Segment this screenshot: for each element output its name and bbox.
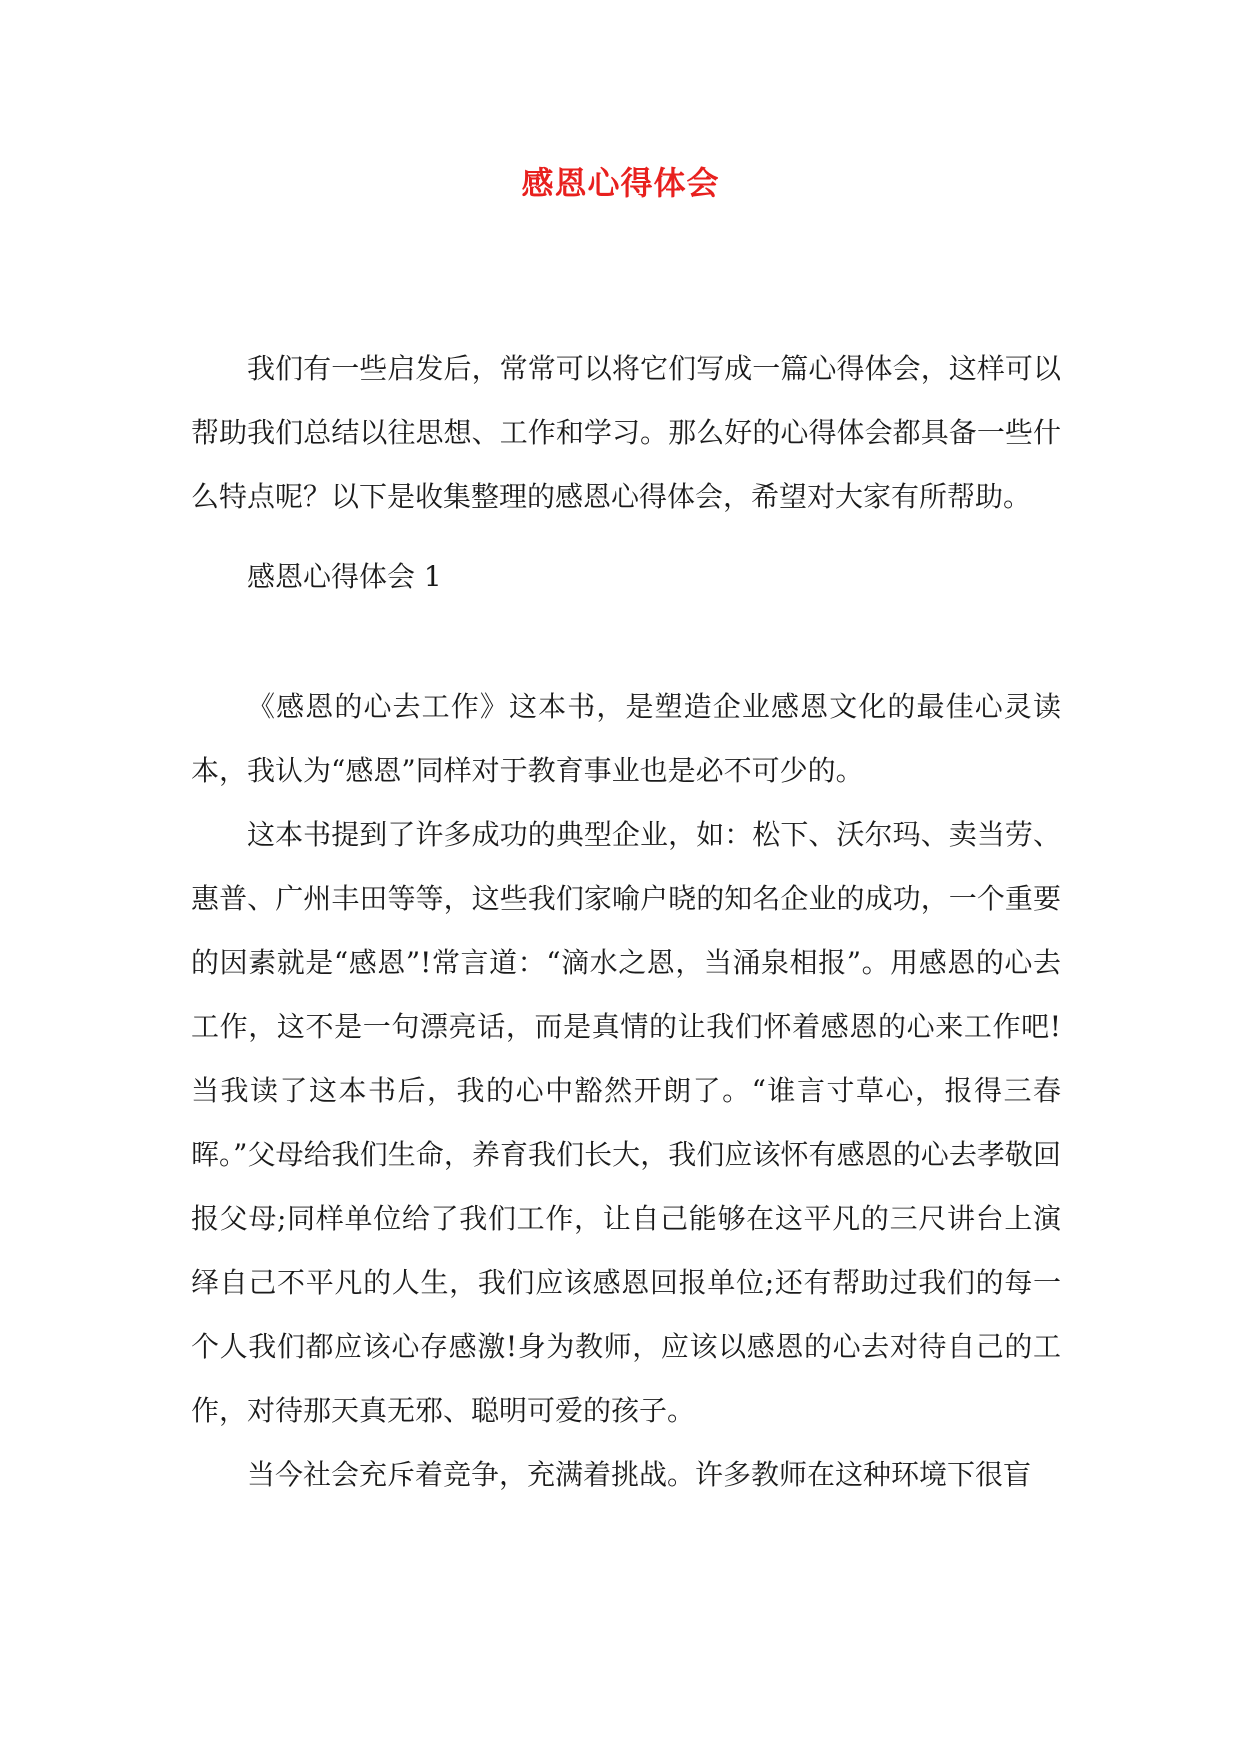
paragraph-2: 这本书提到了许多成功的典型企业，如：松下、沃尔玛、卖当劳、惠普、广州丰田等等，这些我们家喻户晓的知名企业的成功，一个重要的因素就是“感恩”!常言道：“滴水之恩，当涌泉相报”。用感恩的心去工作，这不是一句漂亮话，而是真情的让我们怀着感恩的心来工作吧!当我读了这本书后，我的心中豁然开朗了。“谁言寸草心，报得三春晖。”父母给我们生命，养育我们长大，我们应该怀有感恩的心去孝敬回报父母;同样单位给了我们工作，让自己能够在这平凡的三尺讲台上演绎自己不平凡的人生，我们应该感恩回报单位;还有帮助过我们的每一个人我们都应该心存感激!身为教师，应该以感恩的心去对待自己的工作，对待那天真无邪、聪明可爱的孩子。 [191,818,1061,1427]
document-title: 感恩心得体会 [521,164,720,202]
section-heading: 感恩心得体会 1 [247,560,442,593]
paragraph-3: 当今社会充斥着竞争，充满着挑战。许多教师在这种环境下很盲 [247,1458,1032,1491]
intro-block [191,337,1061,529]
intro-paragraph: 我们有一些启发后，常常可以将它们写成一篇心得体会，这样可以帮助我们总结以往思想、工作和学习。那么好的心得体会都具备一些什么特点呢？以下是收集整理的感恩心得体会，希望对大家有所帮助。 [191,352,1061,513]
section-body [191,675,1061,1507]
paragraph-1: 《感恩的心去工作》这本书，是塑造企业感恩文化的最佳心灵读本，我认为“感恩”同样对于教育事业也是必不可少的。 [191,690,1061,787]
section-heading-block [191,545,1061,609]
